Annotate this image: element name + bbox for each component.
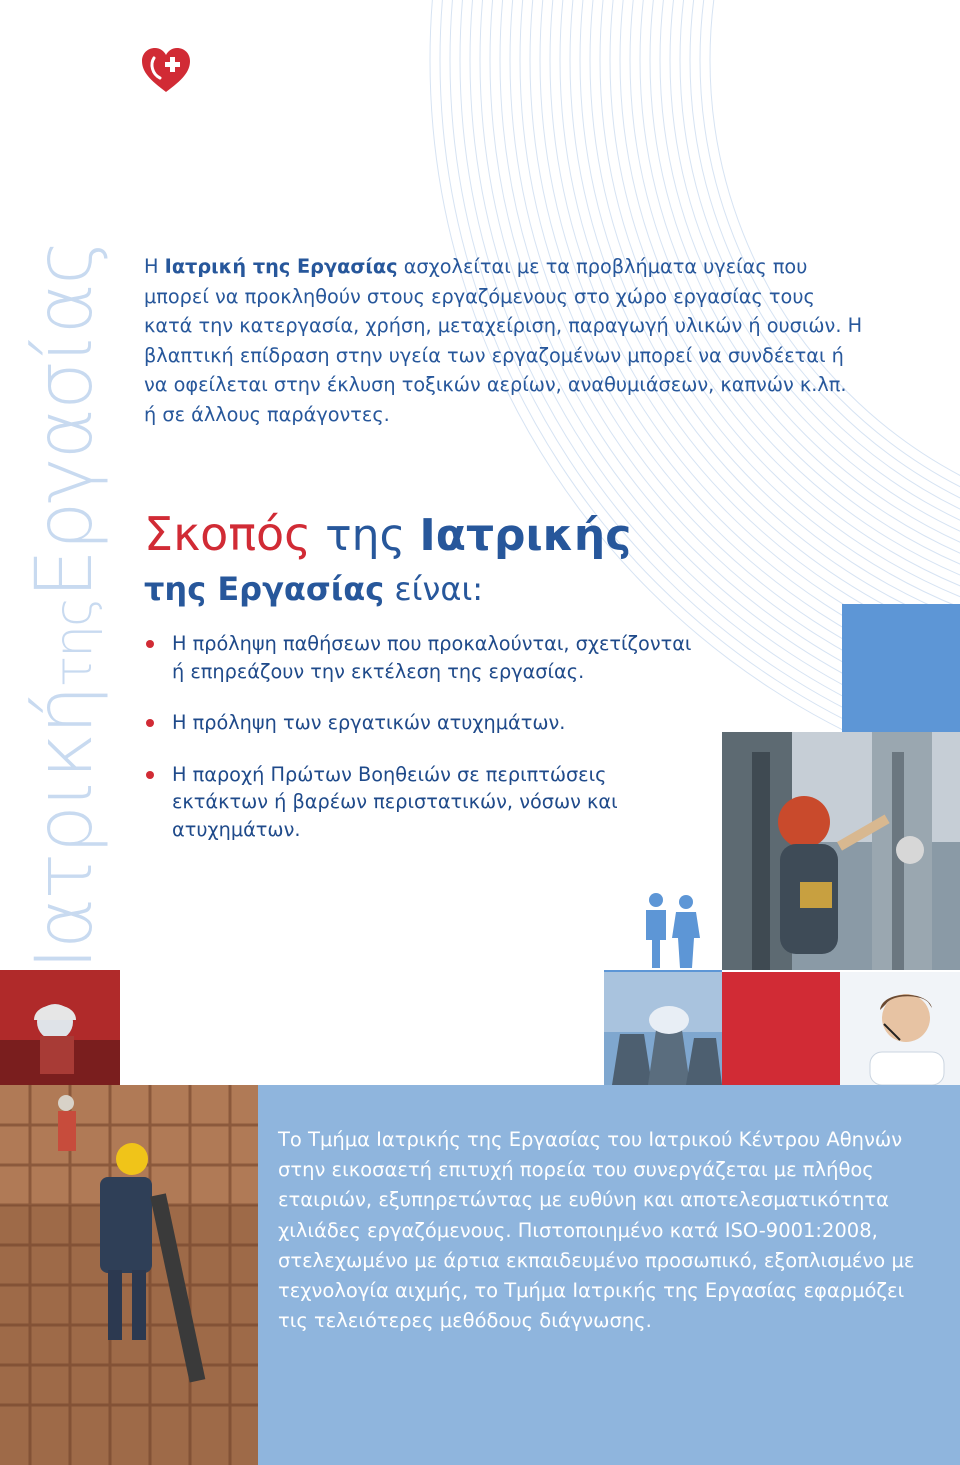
heading-line2-end: είναι: <box>384 570 484 608</box>
bullet-dot-icon <box>146 640 154 648</box>
list-item <box>144 709 704 737</box>
purpose-heading <box>144 505 844 613</box>
heading-word3: Ιατρικής <box>419 510 632 561</box>
heading-word-red: Σκοπός <box>144 507 312 561</box>
info-paragraph: Το Τμήμα Ιατρικής της Εργασίας του Ιατρικού Κέντρου Αθηνών στην εικοσαετή επιτυχή πορεία του συνεργάζεται με πλήθος εταιριών, εξυπηρετώντας με ευθύνη και αποτελεσματικότητα χιλιάδες εργαζόμενους. Πιστοποιημένο κατά ISO-9001:2008, στελεχωμένο με άρτια εκπαιδευμένο προσωπικό, εξοπλισμένο με τεχνολογία αιχμής, το Τμήμα Ιατρικής της Εργασίας εφαρμόζει τις τελειότερες μεθόδους διάγνωσης. <box>278 1128 915 1333</box>
list-item <box>144 761 704 844</box>
heading-word2: της <box>311 510 420 561</box>
industrial-worker-photo <box>722 732 960 970</box>
call-center-photo <box>840 972 960 1085</box>
vertical-title <box>20 241 110 970</box>
purpose-list <box>144 630 704 867</box>
list-item-text: Η πρόληψη παθήσεων που προκαλούνται, σχετίζονται ή επηρεάζουν την εκτέλεση της εργασίας. <box>172 632 692 683</box>
heading-line2-bold: της Εργασίας <box>144 570 385 608</box>
blue-block-top-right <box>842 604 960 732</box>
list-item <box>144 630 704 685</box>
vertical-title-part3: Εργασίας <box>20 241 110 599</box>
intro-bold: Ιατρική της Εργασίας <box>164 255 398 278</box>
cooling-towers-photo <box>604 972 722 1085</box>
red-block-right <box>722 972 840 1085</box>
list-item-text: Η πρόληψη των εργατικών ατυχημάτων. <box>172 711 566 734</box>
construction-site-photo <box>0 1085 258 1465</box>
intro-paragraph <box>144 252 864 430</box>
intro-lead: Η <box>144 255 165 278</box>
intro-rest: ασχολείται με τα προβλήματα υγείας που μπορεί να προκληθούν στους εργαζόμενους στο χώρο εργασίας τους κατά την κατεργασία, χρήση, μεταχείριση, παραγωγή υλικών ή ουσιών. Η βλαπτική επίδραση στην υγεία των εργαζομένων μπορεί να συνδέεται ή να οφείλεται στην έκλυση τοξικών αερίων, αναθυμιάσεων, καπνών κ.λπ. ή σε άλλους παράγοντες. <box>144 255 863 426</box>
list-item-text: Η παροχή Πρώτων Βοηθειών σε περιπτώσεις εκτάκτων ή βαρέων περιστατικών, νόσων και ατυχημάτων. <box>172 762 618 841</box>
heart-cross-logo-icon <box>140 46 192 94</box>
bullet-dot-icon <box>146 771 154 779</box>
worker-silhouettes-icon <box>632 890 712 970</box>
hardhat-worker-photo <box>0 970 120 1085</box>
vertical-title-part1: Ιατρική <box>20 687 110 970</box>
bullet-dot-icon <box>146 719 154 727</box>
vertical-title-part2: της <box>44 598 104 688</box>
